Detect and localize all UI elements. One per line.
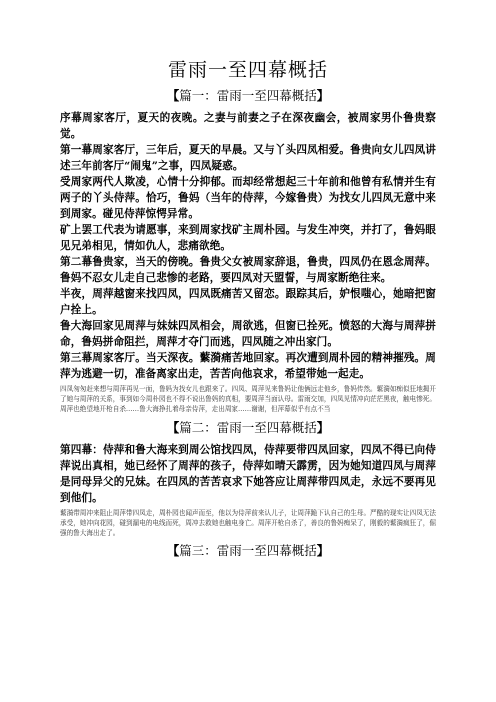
section-heading	[60, 88, 436, 104]
paragraph: 半夜，周萍越窗来找四凤，四凤既痛苦又留恋。跟踪其后，妒恨嗤心，她暗把窗户拴上。	[60, 288, 436, 316]
section-3	[60, 543, 436, 559]
paragraph: 第三幕周家客厅。当天深夜。蘩漪痛苦地回家。再次遭到周朴园的精神摧残。周萍为逃避一切，准备离家出走，苦苦向他哀求，希望带她一起走。	[60, 352, 436, 380]
heading-text: 篇三：雷雨一至四幕概括	[179, 543, 317, 559]
paragraph: 第一幕周家客厅，三年后，夏天的早晨。又与丫头四凤相爱。鲁贵向女儿四凤讲述三年前客厅“闹鬼”之事，四凤疑惑。	[60, 144, 436, 172]
heading-bracket-close: 】	[316, 543, 330, 559]
document-page	[60, 58, 436, 565]
paragraph: 第四幕：侍萍和鲁大海来到周公馆找四凤，侍萍要带四凤回家，四凤不得已向侍萍说出真相，她已经怀了周萍的孩子，侍萍如晴天霹雳，因为她知道四凤与周萍是同母异父的兄妹。在四凤的苦苦哀求下她答应让周萍带四凤走，永远不要再见到他们。	[60, 443, 436, 504]
section-1	[60, 88, 436, 415]
heading-text: 篇二：雷雨一至四幕概括	[179, 419, 317, 435]
heading-bracket-close: 】	[316, 419, 330, 435]
heading-text: 篇一：雷雨一至四幕概括	[179, 88, 317, 103]
section-heading	[60, 543, 436, 559]
document-title: 雷雨一至四幕概括	[167, 59, 328, 81]
heading-bracket-open: 【	[166, 88, 180, 103]
paragraph: 受周家两代人欺凌，心情十分抑郁。而却经常想起三十年前和他曾有私情并生有两子的丫头侍萍。恰巧，鲁妈（当年的侍萍，今嫁鲁贵）为找女儿四凤无意中来到周家。碰见侍萍惊愕异常。	[60, 176, 436, 220]
heading-bracket-close: 】	[316, 88, 330, 103]
section-heading	[60, 420, 436, 436]
paragraph: 序幕周家客厅，夏天的夜晚。之妻与前妻之子在深夜幽会，被周家男仆鲁贵察觉。	[60, 112, 436, 140]
heading-bracket-open: 【	[166, 419, 180, 435]
small-note: 蘩漪带周冲来阻止周萍带四凤走，周朴园也闻声而至，他以为侍萍前来认儿子，让周萍跪下认自己的生母。严酷的现实让四凤无法承受，她冲向花园，碰到漏电的电线而死，周冲去救她也触电身亡。周萍开枪自杀了，善良的鲁妈痴呆了，刚毅的蘩漪疯狂了，倔强的鲁大海出走了。	[60, 508, 436, 538]
paragraph: 鲁大海回家见周萍与妹妹四凤相会，周欲逃，但窗已拴死。愤怒的大海与周萍拼命，鲁妈拼命阻拦，周萍才夺门而逃，四凤随之冲出家门。	[60, 320, 436, 348]
small-note: 四凤匆匆赶来想与周萍再见一面，鲁妈为找女儿也跟来了。四凤、周萍见来鲁妈让他俩远走他乡，鲁妈传然。蘩漪如痴似狂地揭开了她与周萍的关系，事到如今周朴园也不得不说出鲁妈的真相，要周萍当面认母。雷雨交加，四凤见情冲向茫茫黑夜，触电惨死。周萍也绝望地开枪自杀……鲁大海挣扎着母亲侍萍，走出周家……谢谢，但萍幕似乎有点不当	[60, 385, 436, 414]
heading-bracket-open: 【	[166, 543, 180, 559]
paragraph: 第二幕鲁贵家，当天的傍晚。鲁贵父女被周家辞退，鲁贵，四凤仍在恩念周萍。鲁妈不忍女儿走自己悲惨的老路，要四凤对天盟誓，与周家断绝往来。	[60, 256, 436, 284]
paragraph: 矿上罢工代表为请愿事，来到周家找矿主周朴园。与发生冲突，并打了，鲁妈眼见兄弟相见，情如仇人，悲痛欲绝。	[60, 224, 436, 252]
section-2	[60, 420, 436, 539]
